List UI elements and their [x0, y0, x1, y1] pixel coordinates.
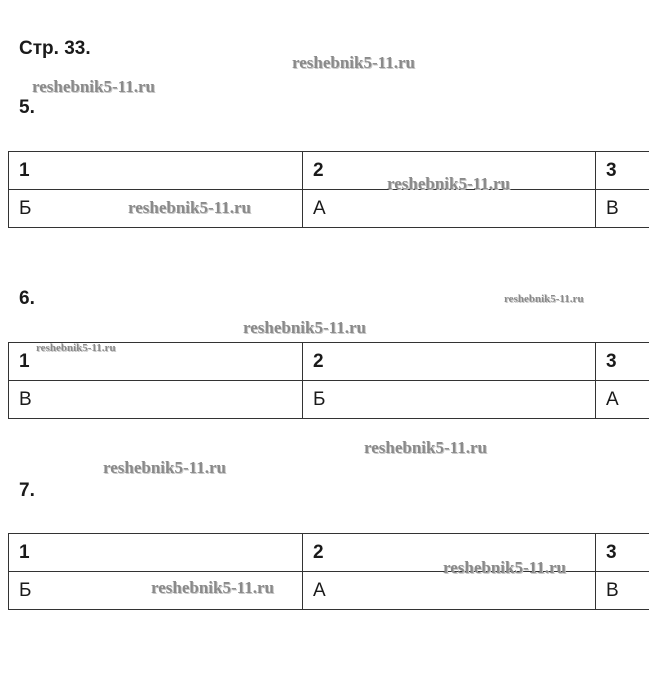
watermark: reshebnik5-11.ru: [292, 53, 415, 72]
header-cell-3: 3: [596, 152, 649, 190]
answer-table-task-7: [8, 533, 649, 610]
table-answer-row: [9, 190, 649, 228]
table-answer-row: [9, 381, 649, 419]
header-cell-2: 2: [303, 152, 596, 190]
answer-cell-3: В: [596, 190, 649, 228]
table-answer-row: [9, 572, 649, 610]
answer-table-task-6: [8, 342, 649, 419]
watermark: reshebnik5-11.ru: [443, 558, 566, 577]
header-cell-1: 1: [9, 343, 303, 381]
answer-cell-2: А: [303, 572, 596, 610]
watermark: reshebnik5-11.ru: [151, 578, 274, 597]
answer-cell-1: В: [9, 381, 303, 419]
header-cell-1: 1: [9, 152, 303, 190]
answer-cell-1: Б: [9, 572, 303, 610]
answer-cell-1: Б: [9, 190, 303, 228]
answer-table-task-5: [8, 151, 649, 228]
header-cell-3: 3: [596, 534, 649, 572]
answer-cell-3: В: [596, 572, 649, 610]
watermark: reshebnik5-11.ru: [32, 77, 155, 96]
header-cell-2: 2: [303, 534, 596, 572]
table-header-row: [9, 152, 649, 190]
watermark: reshebnik5-11.ru: [364, 438, 487, 457]
page-header: Стр. 33.: [19, 38, 91, 59]
answer-cell-3: А: [596, 381, 649, 419]
watermark: reshebnik5-11.ru: [36, 342, 116, 354]
task-number-5: 5.: [19, 97, 35, 118]
task-number-6: 6.: [19, 288, 35, 309]
task-number-7: 7.: [19, 480, 35, 501]
watermark: reshebnik5-11.ru: [128, 198, 251, 217]
table-header-row: [9, 343, 649, 381]
watermark: reshebnik5-11.ru: [243, 318, 366, 337]
watermark: reshebnik5-11.ru: [387, 174, 510, 193]
table-header-row: [9, 534, 649, 572]
watermark: reshebnik5-11.ru: [504, 293, 584, 305]
header-cell-1: 1: [9, 534, 303, 572]
answer-cell-2: А: [303, 190, 596, 228]
answer-cell-2: Б: [303, 381, 596, 419]
watermark: reshebnik5-11.ru: [103, 458, 226, 477]
header-cell-3: 3: [596, 343, 649, 381]
header-cell-2: 2: [303, 343, 596, 381]
